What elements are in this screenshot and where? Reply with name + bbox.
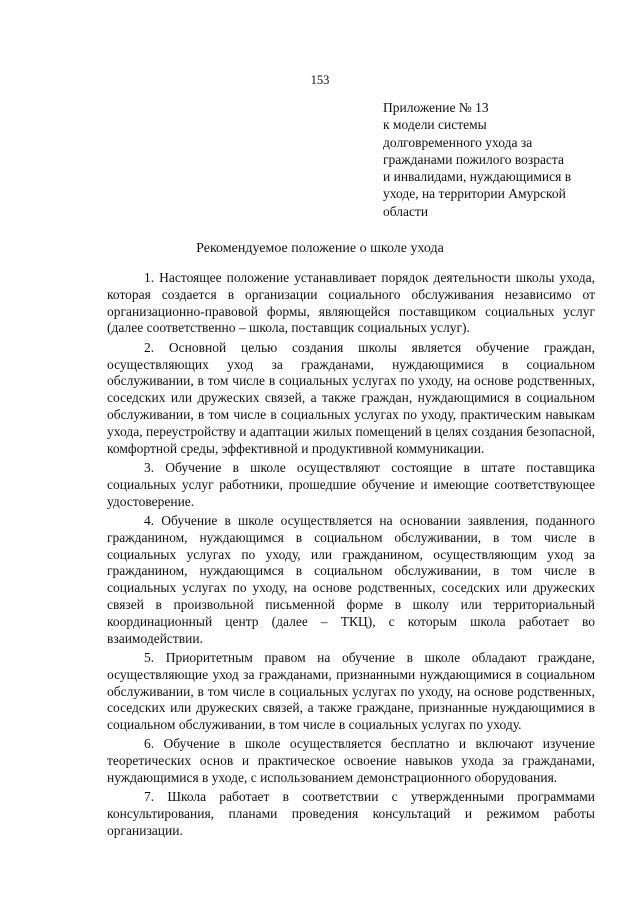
paragraph-1: 1. Настоящее положение устанавливает порядок деятельности школы ухода, которая создается в организации социального обслуживания независимо от организационно-правовой формы, являющейся поставщиком социальных услуг (далее соответственно – школа, поставщик социальных услуг). [107,270,595,336]
paragraph-6: 6. Обучение в школе осуществляется бесплатно и включают изучение теоретических основ и практическое освоение навыков ухода за гражданами, нуждающимися в уходе, с использованием демонстрационного оборудования. [107,736,595,786]
paragraph-7: 7. Школа работает в соответствии с утвержденными программами консультирования, планами проведения консультаций и режимом работы организации. [107,789,595,839]
appendix-line: гражданами пожилого возраста [383,151,564,167]
appendix-line: уходе, на территории Амурской [383,186,566,202]
page-number: 153 [310,73,330,87]
paragraph-5: 5. Приоритетным правом на обучение в школе обладают граждане, осуществляющие уход за гражданами, признанными нуждающимися в социальном обслуживании, в том числе в социальных услугах по уходу, на основе родственных, соседских или дружеских связей, а также граждане, признанные нуждающимися в социальном обслуживании, в том числе в социальных услугах по уходу. [107,649,595,733]
paragraph-4: 4. Обучение в школе осуществляется на основании заявления, поданного гражданином, нуждающимся в социальном обслуживании, в том числе в социальных услугах по уходу, или гражданином, осуществляющим уход за гражданином, нуждающимся в социальном обслуживании, в том числе в социальных услугах по уходу, на основе родственных, соседских или дружеских связей в произвольной письменной форме в школу или территориальный координационный центр (далее – ТКЦ), с которым школа работает во взаимодействии. [107,512,595,646]
appendix-line: к модели системы [383,117,487,133]
appendix-note [383,99,608,220]
appendix-line: и инвалидами, нуждающимися в [383,169,572,185]
appendix-line: долговременного ухода за [383,134,533,150]
document-title: Рекомендуемое положение о школе ухода [196,241,444,256]
appendix-line: области [383,203,429,219]
paragraph-3: 3. Обучение в школе осуществляют состоящие в штате поставщика социальных услуг работники, прошедшие обучение и имеющие соответствующее удостоверение. [107,459,595,509]
paragraph-2: 2. Основной целью создания школы является обучение граждан, осуществляющих уход за гражданами, нуждающимися в социальном обслуживании, в том числе в социальных услугах по уходу, на основе родственных, соседских или дружеских связей, а также граждан, нуждающимися в социальном обслуживании, в том числе в социальных услугах по уходу, практическим навыкам ухода, переустройству и адаптации жилых помещений в целях создания безопасной, комфортной среды, эффективной и продуктивной коммуникации. [107,339,595,456]
document-body [107,270,595,842]
appendix-line: Приложение № 13 [383,100,489,115]
